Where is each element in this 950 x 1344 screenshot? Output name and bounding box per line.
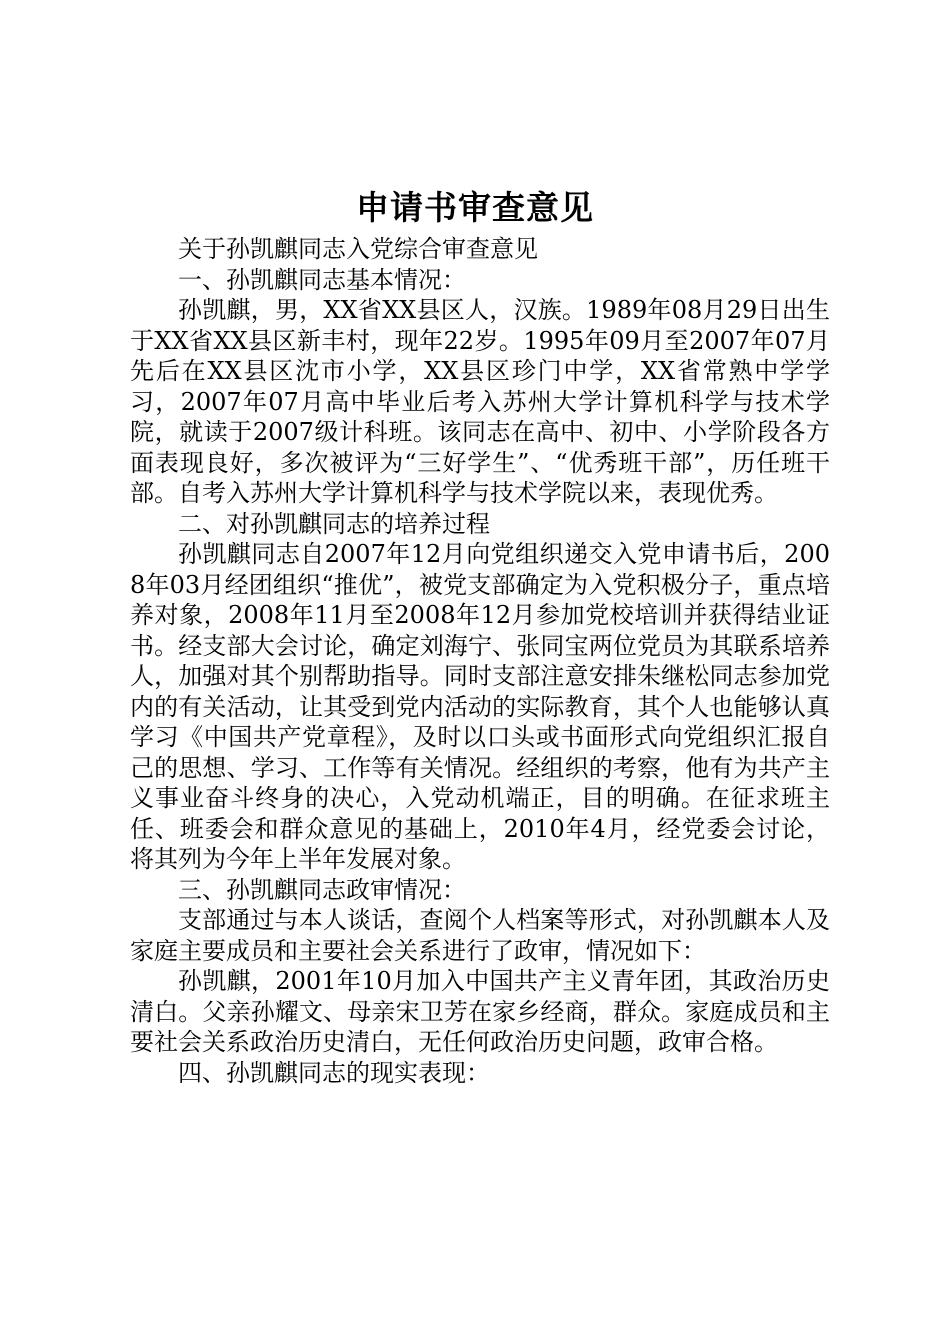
paragraph-political-review: 支部通过与本人谈话，查阅个人档案等形式，对孙凯麒本人及家庭主要成员和主要社会关系进行了政审，情况如下： [130,906,830,965]
paragraph-training: 孙凯麒同志自2007年12月向党组织递交入党申请书后，2008年03月经团组织“推优”，被党支部确定为入党积极分子，重点培养对象，2008年11月至2008年12月参加党校培训并获得结业证书。经支部大会讨论，确定刘海宁、张同宝两位党员为其联系培养人，加强对其个别帮助指导。同时支部注意安排朱继松同志参加党内的有关活动，让其受到党内活动的实际教育，其个人也能够认真学习《中国共产党章程》，及时以口头或书面形式向党组织汇报自己的思想、学习、工作等有关情况。经组织的考察，他有为共产主义事业奋斗终身的决心，入党动机端正，目的明确。在征求班主任、班委会和群众意见的基础上，2010年4月，经党委会讨论，将其列为今年上半年发展对象。 [130,540,830,873]
section-heading-basic-info: 一、孙凯麒同志基本情况： [178,265,466,294]
section-heading-training: 二、对孙凯麒同志的培养过程 [178,509,490,538]
paragraph-political-history: 孙凯麒，2001年10月加入中国共产主义青年团，其政治历史清白。父亲孙耀文、母亲宋卫芳在家乡经商，群众。家庭成员和主要社会关系政治历史清白，无任何政治历史问题，政审合格。 [130,967,830,1056]
section-heading-current-performance: 四、孙凯麒同志的现实表现： [178,1058,490,1087]
paragraph-basic-info: 孙凯麒，男，XX省XX县区人，汉族。1989年08月29日出生于XX省XX县区新丰村，现年22岁。1995年09月至2007年07月先后在XX县区沈市小学，XX县区珍门中学，XX省常熟中学学习，2007年07月高中毕业后考入苏州大学计算机科学与技术学院，就读于2007级计科班。该同志在高中、初中、小学阶段各方面表现良好，多次被评为“三好学生”、“优秀班干部”，历任班干部。自考入苏州大学计算机科学与技术学院以来，表现优秀。 [130,296,830,507]
section-heading-political-review: 三、孙凯麒同志政审情况： [178,875,466,904]
paragraph-subject: 关于孙凯麒同志入党综合审查意见 [178,235,538,263]
document-body [130,234,830,1088]
document-title: 申请书审查意见 [356,188,594,227]
